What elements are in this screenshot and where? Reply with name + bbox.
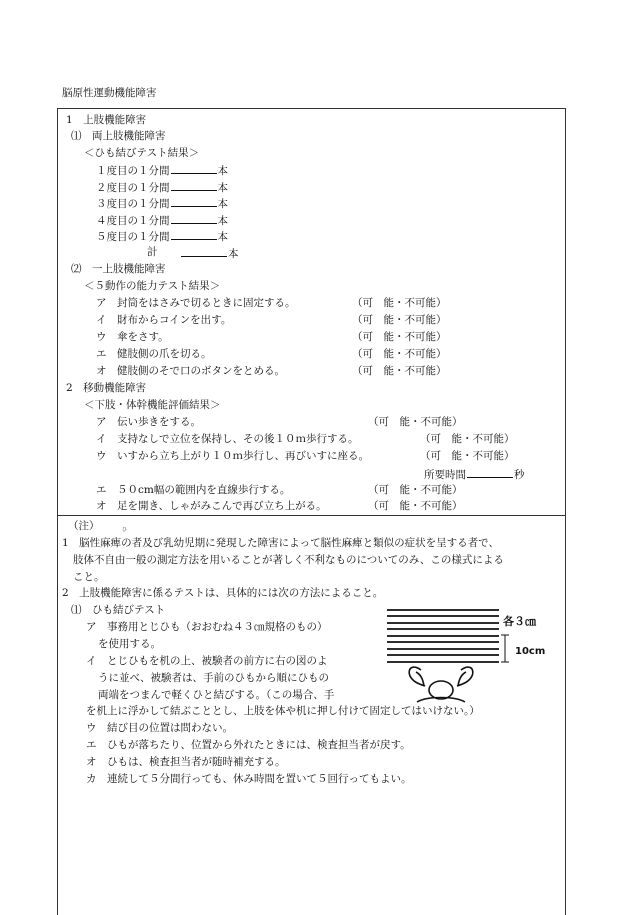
ruby-text: ひ xyxy=(122,527,128,533)
note-1-cont: 肢体不自由一般の測定方法を用いることが著しく不利なものについてのみ、この様式による xyxy=(73,554,504,566)
doc-title: 脳原性運動機能障害 xyxy=(62,87,157,99)
note-2: 2 上肢機能障害に係るテストは、具体的には次の方法によること。 xyxy=(62,587,384,599)
mobility-item: ウ いすから立ち上がり１０ｍ歩行し、再びいすに座る。 xyxy=(96,450,369,462)
ability-item: オ 健肢側のそで口のボタンをとめる。 xyxy=(96,365,285,377)
blank-field[interactable] xyxy=(171,163,217,174)
mobility-result[interactable]: （可 能・不可能） xyxy=(368,500,463,512)
ability-result[interactable]: （可 能・不可能） xyxy=(352,365,447,377)
note-line: を使用する。 xyxy=(98,638,161,650)
mobility-result[interactable]: （可 能・不可能） xyxy=(420,450,515,462)
section1-sub1: ⑴ 両上肢機能障害 xyxy=(71,130,166,142)
ability-item: ア 封筒をはさみで切るときに固定する。 xyxy=(96,297,296,309)
ability-result[interactable]: （可 能・不可能） xyxy=(352,297,447,309)
notes-title: （注） xyxy=(68,520,100,532)
note-2-sub: ⑴ ひも結びテスト xyxy=(71,604,166,616)
note-line: うに並べ、被験者は、手前のひもから順にひもの xyxy=(98,672,329,684)
note-line: イ とじひもを机の上、被験者の前方に右の図のよ xyxy=(86,655,328,667)
ability-result[interactable]: （可 能・不可能） xyxy=(352,348,447,360)
note-line: カ 連続して５分間行っても、休み時間を置いて５回行ってもよい。 xyxy=(86,773,412,785)
ability-result[interactable]: （可 能・不可能） xyxy=(352,314,447,326)
section2-heading: 2 移動機能障害 xyxy=(66,382,147,394)
time-row: 所要時間 秒 xyxy=(424,469,525,481)
string-layout-figure xyxy=(383,604,553,704)
blank-field[interactable] xyxy=(171,213,217,224)
note-line: オ ひもは、検査担当者が随時補充する。 xyxy=(86,756,286,768)
note-1-cont: こと。 xyxy=(73,571,105,583)
figure-label-10cm: 10cm xyxy=(515,646,546,657)
ability-result[interactable]: （可 能・不可能） xyxy=(352,331,447,343)
note-line: エ ひもが落ちたり、位置から外れたときには、検査担当者が戻す。 xyxy=(86,739,411,751)
ability-item: イ 財布からコインを出す。 xyxy=(96,314,232,326)
blank-field[interactable] xyxy=(181,246,227,257)
himo-row: １度目の１分間 本 xyxy=(96,165,228,177)
himo-total-label: 計 xyxy=(147,246,158,258)
note-line: を机上に浮かして結ぶこととし、上肢を体や机に押し付けて固定してはいけない。） xyxy=(86,705,480,717)
section1-sub2: ⑵ 一上肢機能障害 xyxy=(71,263,166,275)
note-line: ウ 結び目の位置は問わない。 xyxy=(86,722,233,734)
blank-field[interactable] xyxy=(467,467,513,478)
mobility-result[interactable]: （可 能・不可能） xyxy=(368,484,463,496)
lower-limb-heading: ＜下肢・体幹機能評価結果＞ xyxy=(84,399,221,411)
note-line: 両端をつまんで軽くひと結びする。（この場合、手 xyxy=(98,689,335,701)
five-result-heading: ＜５動作の能力テスト結果＞ xyxy=(84,280,221,292)
section1-heading: 1 上肢機能障害 xyxy=(66,114,147,126)
figure-label-each: 各３㎝ xyxy=(503,615,536,628)
himo-row: ５度目の１分間 本 xyxy=(96,231,228,243)
ability-item: ウ 傘をさす。 xyxy=(96,331,169,343)
mobility-result[interactable]: （可 能・不可能） xyxy=(420,433,515,445)
himo-row: ４度目の１分間 本 xyxy=(96,215,228,227)
mobility-item: オ 足を開き、しゃがみこんで再び立ち上がる。 xyxy=(96,500,327,512)
ability-item: エ 健肢側の爪を切る。 xyxy=(96,348,212,360)
mobility-item: エ ５０cm幅の範囲内を直線歩行する。 xyxy=(96,484,291,496)
mobility-item: イ 支持なしで立位を保持し、その後１０ｍ歩行する。 xyxy=(96,433,359,445)
blank-field[interactable] xyxy=(171,180,217,191)
himo-result-heading: ＜ひも結びテスト結果＞ xyxy=(84,147,200,159)
note-line: ア 事務用とじひも（おおむね４３㎝規格のもの） xyxy=(86,621,328,633)
himo-total-row: 本 xyxy=(180,246,239,261)
mobility-item: ア 伝い歩きをする。 xyxy=(96,416,201,428)
mobility-result[interactable]: （可 能・不可能） xyxy=(368,416,463,428)
note-1: 1 脳性麻痺の者及び乳幼児期に発現した障害によって脳性麻痺と類似の症状を呈する者で、 xyxy=(62,537,499,549)
blank-field[interactable] xyxy=(171,196,217,207)
blank-field[interactable] xyxy=(171,229,217,240)
notes-divider xyxy=(57,515,566,516)
himo-row: ３度目の１分間 本 xyxy=(96,198,228,210)
himo-row: ２度目の１分間 本 xyxy=(96,182,228,194)
